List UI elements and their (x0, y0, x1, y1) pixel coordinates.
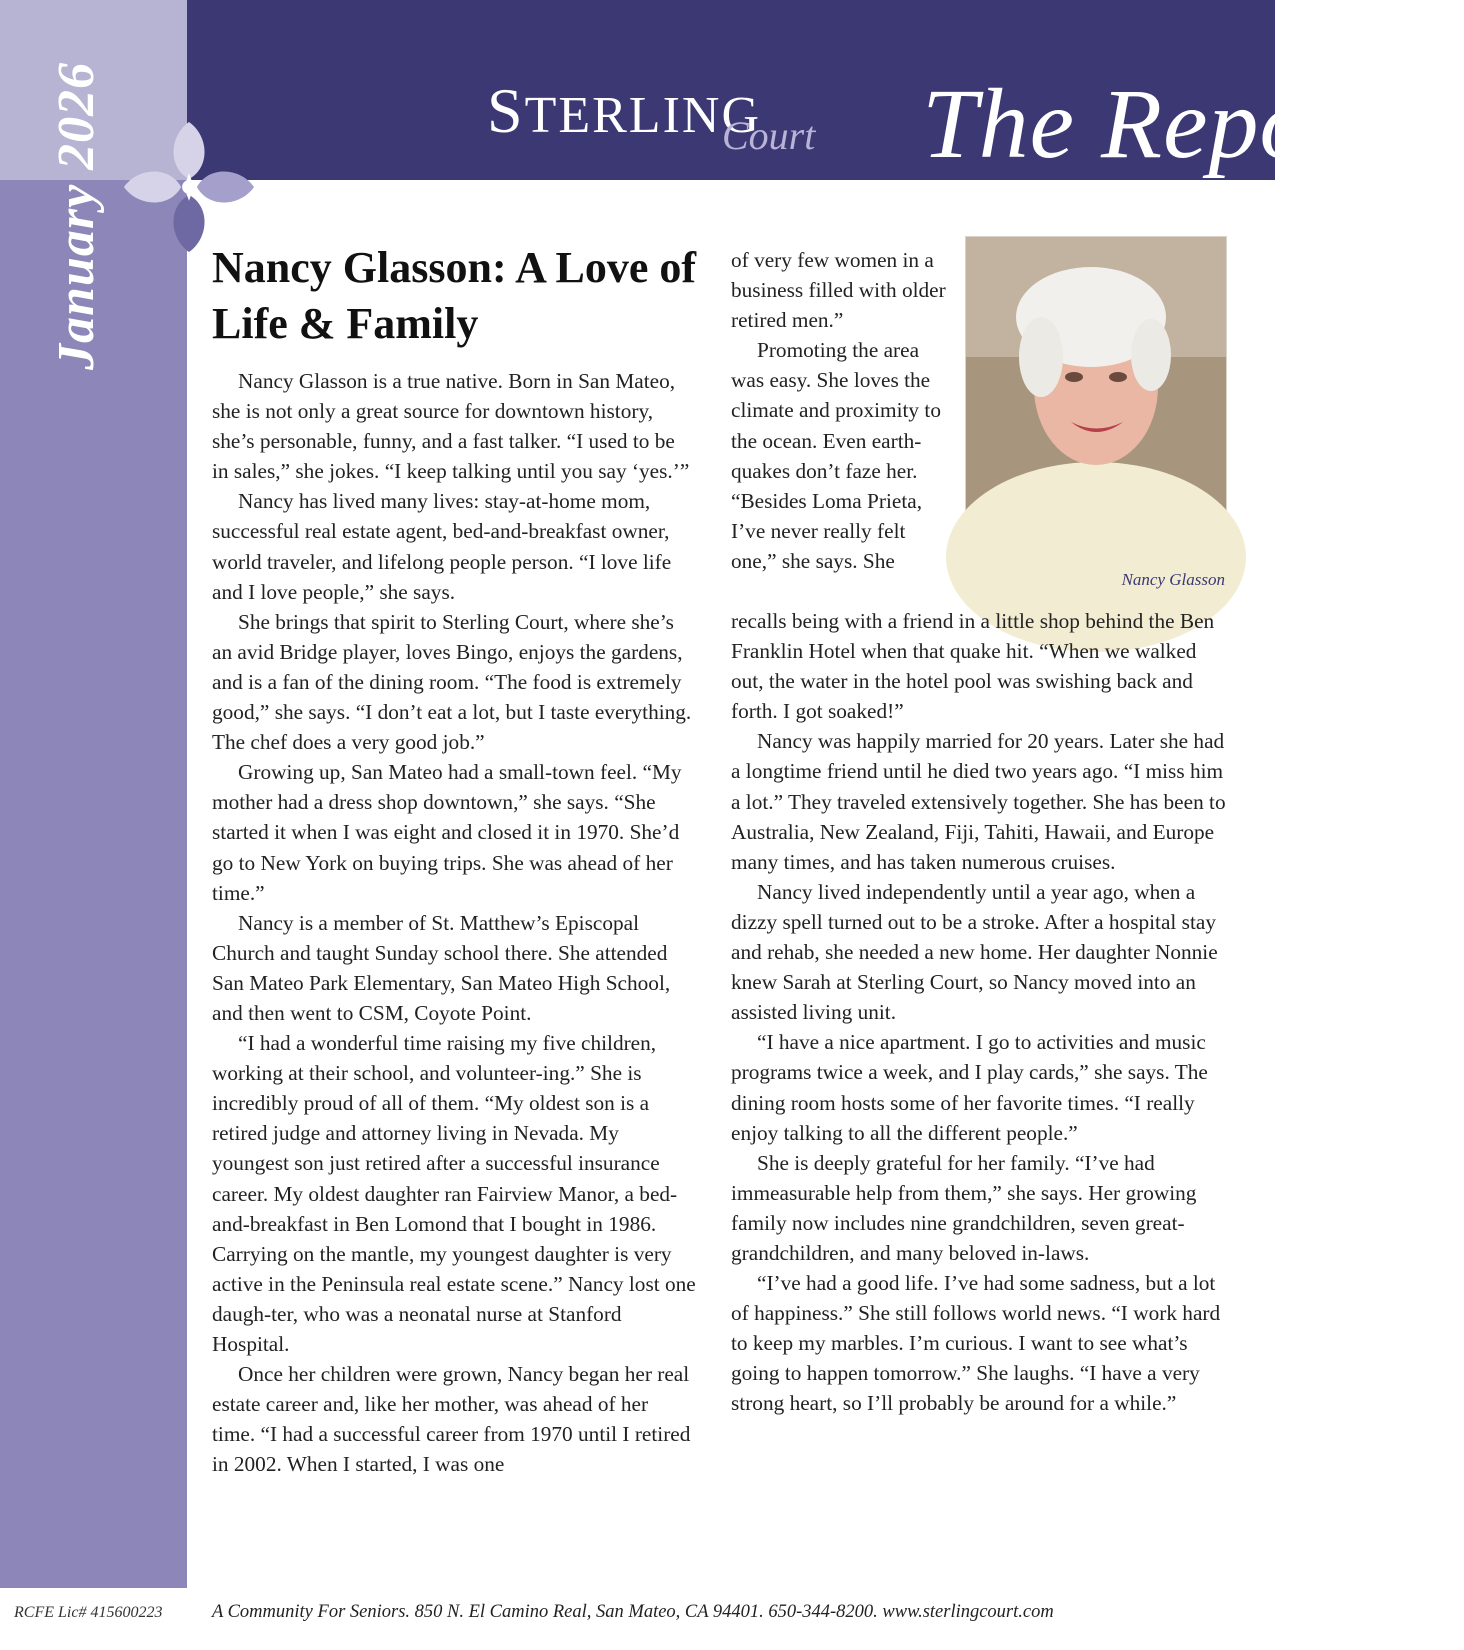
article-column-1 (212, 366, 696, 1479)
portrait-image (966, 237, 1226, 557)
logo-sterling: STERLING (487, 75, 761, 146)
article-column-2-bottom (731, 606, 1229, 1419)
masthead (187, 0, 1464, 180)
paragraph: “I have a nice apartment. I go to activities and music programs twice a week, and I play cards,” she says. The dining room hosts some of her favorite times. “I really enjoy talking to all the different people.” (731, 1030, 1208, 1145)
paragraph: “I’ve had a good life. I’ve had some sadness, but a lot of happiness.” She still follows world news. “I work hard to keep my marbles. I’m curious. I want to see what’s going to happen tomorrow.” She laughs. “I have a very strong heart, so I’ll probably be around for a while.” (731, 1271, 1221, 1416)
paragraph: She is deeply grateful for her family. “I’ve had immeasurable help from them,” she says. Her growing family now includes nine grandchildren, seven great-grandchildren, and many beloved in-laws. (731, 1150, 1197, 1265)
footer-contact-info: A Community For Seniors. 850 N. El Camino Real, San Mateo, CA 94401. 650-344-8200. www.sterlingcourt.com (212, 1602, 1054, 1622)
fleur-logo-icon (120, 118, 258, 256)
paragraph: Promoting the area was easy. She loves the climate and proximity to the ocean. Even earth-quakes don’t faze her. “Besides Loma Prieta, I’ve never really felt one,” she says. She (731, 338, 941, 573)
paragraph: of very few women in a business filled with older retired men.” (731, 248, 946, 333)
paragraph: “I had a wonderful time raising my five children, working at their school, and volunteer-ing.” She is incredibly proud of all of them. “My oldest son is a retired judge and attorney living in Nevada. My youngest son just retired after a successful insurance career. My oldest daughter ran Fairview Manor, a bed-and-breakfast in Ben Lomond that I bought in 1986. Carrying on the mantle, my youngest daughter is very active in the Peninsula real estate scene.” Nancy lost one daugh-ter, who was a neonatal nurse at Stanford Hospital. (212, 1031, 696, 1356)
sidebar (0, 180, 187, 1588)
paragraph: Once her children were grown, Nancy began her real estate career and, like her mother, was ahead of her time. “I had a successful career from 1970 until I retired in 2002. When I started, I was one (212, 1362, 691, 1477)
newsletter-title: The Reporter (922, 68, 1464, 179)
paragraph: She brings that spirit to Sterling Court, where she’s an avid Bridge player, loves Bingo, enjoys the gardens, and is a fan of the dining room. “The food is extremely good,” she says. “I don’t eat a lot, but I taste everything. The chef does a very good job.” (212, 609, 692, 755)
article-headline: Nancy Glasson: A Love of Life & Family (212, 243, 697, 348)
photo-caption: Nancy Glasson (1121, 570, 1225, 589)
paragraph: Nancy is a member of St. Matthew’s Episcopal Church and taught Sunday school there. She attended San Mateo Park Elementary, San Mateo High School, and then went to CSM, Coyote Point. (212, 910, 671, 1025)
paragraph: Nancy lived independently until a year ago, when a dizzy spell turned out to be a stroke. After a hospital stay and rehab, she needed a new home. Her daughter Nonnie knew Sarah at Sterling Court, so Nancy moved into an assisted living unit. (731, 879, 1218, 1025)
issue-date: January 2026 (48, 61, 105, 370)
license-number: RCFE Lic# 415600223 (14, 1604, 163, 1621)
paragraph: Nancy Glasson is a true native. Born in San Mateo, she is not only a great source for downtown history, she’s personable, funny, and a fast talker. “I used to be in sales,” she jokes. “I keep talking until you say ‘yes.’” (212, 369, 690, 484)
paragraph: Nancy was happily married for 20 years. Later she had a longtime friend until he died two years ago. “I miss him a lot.” They traveled extensively together. She has been to Australia, New Zealand, Fiji, Tahiti, Hawaii, and Europe many times, and has taken numerous cruises. (731, 729, 1226, 874)
paragraph: Nancy has lived many lives: stay-at-home mom, successful real estate agent, bed-and-breakfast owner, world traveler, and lifelong people person. “I love life and I love people,” she says. (212, 489, 672, 604)
portrait-photo (966, 237, 1226, 557)
paragraph: Growing up, San Mateo had a small-town feel. “My mother had a dress shop downtown,” she says. “She started it when I was eight and closed it in 1970. She’d go to New York on buying trips. She was ahead of her time.” (212, 760, 682, 905)
paragraph: recalls being with a friend in a little shop behind the Ben Franklin Hotel when that quake hit. “When we walked out, the water in the hotel pool was swishing back and forth. I got soaked!” (731, 609, 1215, 724)
article-column-2-top (731, 245, 956, 576)
logo-court: Court (722, 113, 816, 158)
